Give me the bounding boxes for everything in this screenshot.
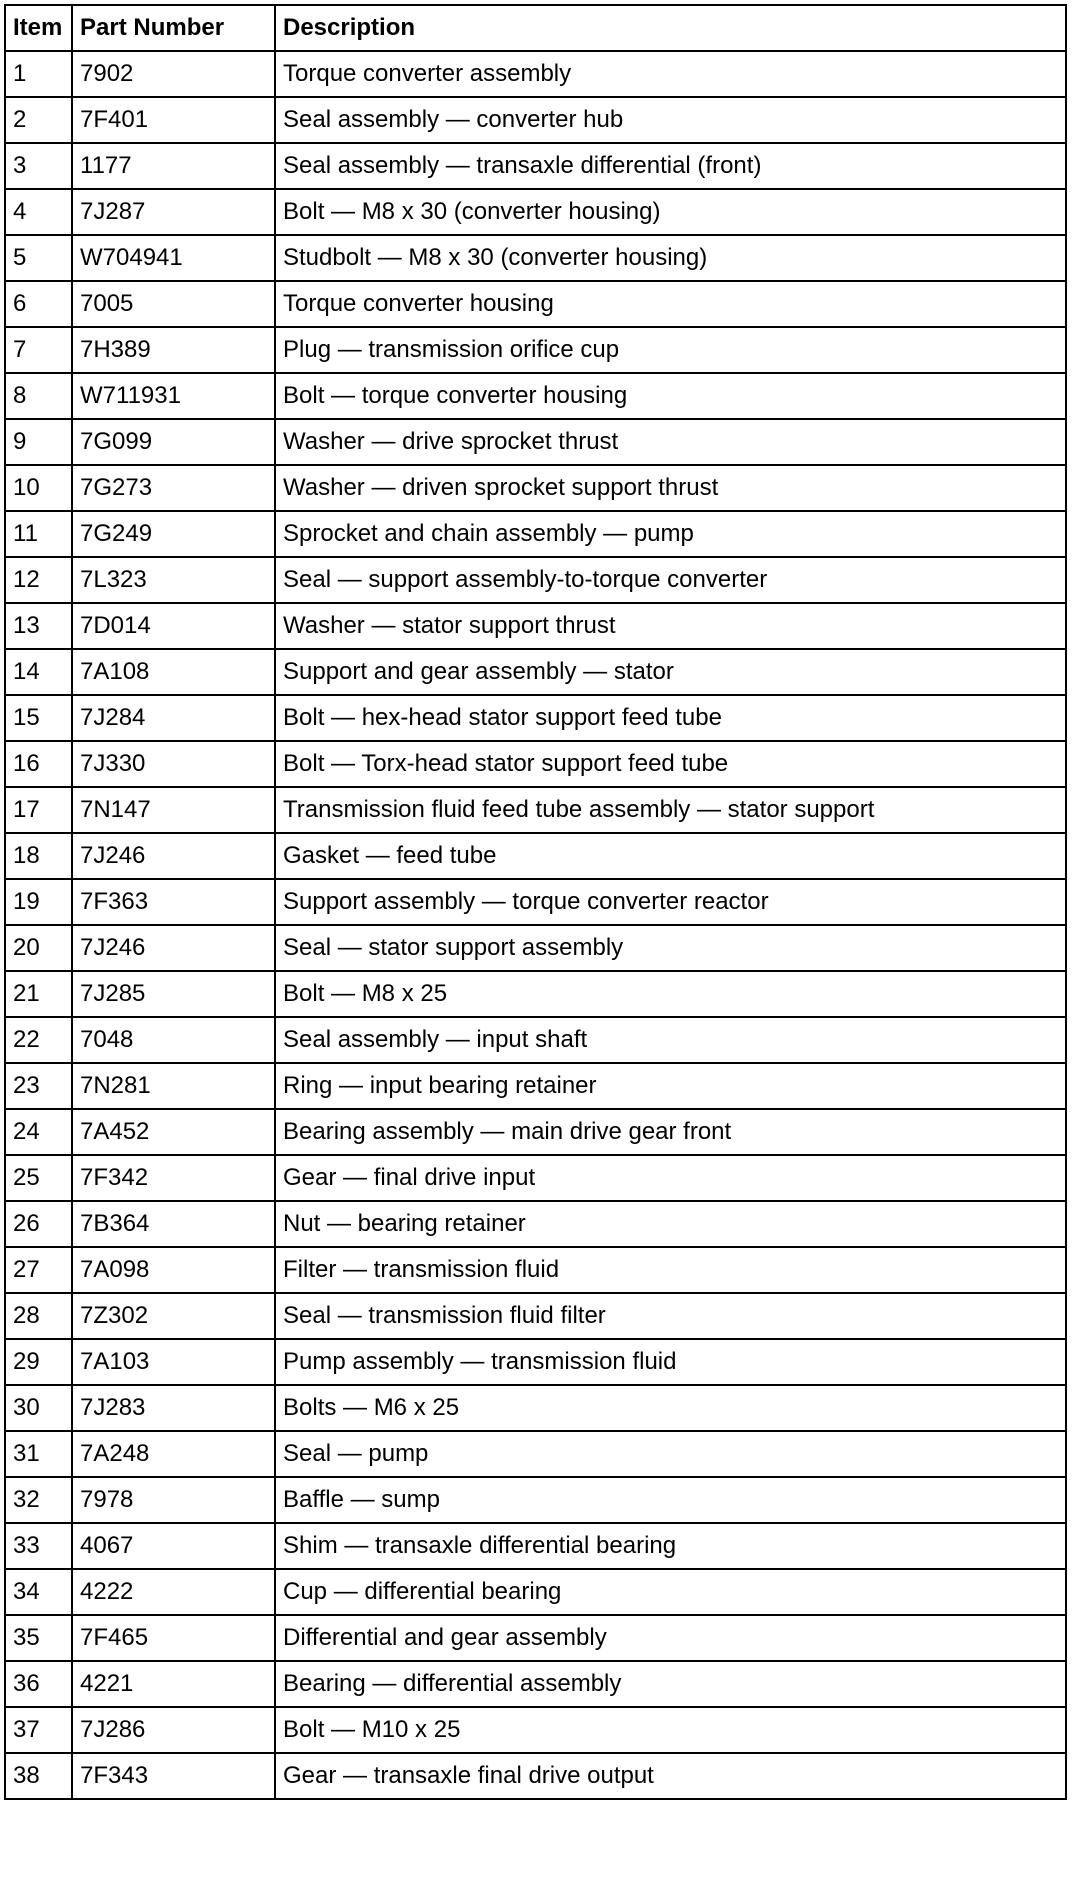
item-number-cell: 21 [5,971,72,1017]
item-number-cell: 17 [5,787,72,833]
table-row [5,1339,1066,1385]
description-cell: Bearing assembly — main drive gear front [275,1109,1066,1155]
item-number-cell: 37 [5,1707,72,1753]
table-row [5,235,1066,281]
table-row [5,557,1066,603]
item-number-cell: 36 [5,1661,72,1707]
item-number-cell: 31 [5,1431,72,1477]
item-number-cell: 24 [5,1109,72,1155]
part-number-cell: 7J284 [72,695,275,741]
description-cell: Seal assembly — transaxle differential (front) [275,143,1066,189]
part-number-cell: 7F401 [72,97,275,143]
description-cell: Baffle — sump [275,1477,1066,1523]
description-cell: Gasket — feed tube [275,833,1066,879]
parts-table [4,4,1067,1800]
description-cell: Sprocket and chain assembly — pump [275,511,1066,557]
description-cell: Differential and gear assembly [275,1615,1066,1661]
column-header-item: Item [5,5,72,51]
item-number-cell: 12 [5,557,72,603]
part-number-cell: 7J285 [72,971,275,1017]
table-row [5,1753,1066,1799]
table-row [5,1247,1066,1293]
description-cell: Washer — drive sprocket thrust [275,419,1066,465]
item-number-cell: 20 [5,925,72,971]
table-row [5,97,1066,143]
description-cell: Bolt — M10 x 25 [275,1707,1066,1753]
description-cell: Filter — transmission fluid [275,1247,1066,1293]
table-row [5,1431,1066,1477]
description-cell: Shim — transaxle differential bearing [275,1523,1066,1569]
header-row [5,5,1066,51]
part-number-cell: 7978 [72,1477,275,1523]
table-row [5,1569,1066,1615]
item-number-cell: 6 [5,281,72,327]
item-number-cell: 4 [5,189,72,235]
part-number-cell: 4222 [72,1569,275,1615]
description-cell: Seal — support assembly-to-torque converter [275,557,1066,603]
item-number-cell: 27 [5,1247,72,1293]
description-cell: Plug — transmission orifice cup [275,327,1066,373]
part-number-cell: 7F363 [72,879,275,925]
description-cell: Bolt — Torx-head stator support feed tube [275,741,1066,787]
part-number-cell: 7J287 [72,189,275,235]
table-row [5,1385,1066,1431]
description-cell: Bolt — M8 x 25 [275,971,1066,1017]
part-number-cell: 7A248 [72,1431,275,1477]
item-number-cell: 16 [5,741,72,787]
part-number-cell: 7J246 [72,925,275,971]
description-cell: Seal — pump [275,1431,1066,1477]
part-number-cell: 7A098 [72,1247,275,1293]
table-row [5,603,1066,649]
item-number-cell: 7 [5,327,72,373]
description-cell: Bolt — hex-head stator support feed tube [275,695,1066,741]
item-number-cell: 30 [5,1385,72,1431]
part-number-cell: 7B364 [72,1201,275,1247]
table-row [5,189,1066,235]
part-number-cell: 4221 [72,1661,275,1707]
table-row [5,833,1066,879]
description-cell: Seal — stator support assembly [275,925,1066,971]
description-cell: Bolts — M6 x 25 [275,1385,1066,1431]
item-number-cell: 28 [5,1293,72,1339]
table-row [5,281,1066,327]
description-cell: Support and gear assembly — stator [275,649,1066,695]
part-number-cell: 7A103 [72,1339,275,1385]
item-number-cell: 19 [5,879,72,925]
description-cell: Bearing — differential assembly [275,1661,1066,1707]
item-number-cell: 14 [5,649,72,695]
table-row [5,143,1066,189]
table-row [5,1293,1066,1339]
description-cell: Torque converter housing [275,281,1066,327]
table-row [5,465,1066,511]
table-row [5,327,1066,373]
table-row [5,695,1066,741]
column-header-part-number: Part Number [72,5,275,51]
table-row [5,925,1066,971]
description-cell: Support assembly — torque converter reactor [275,879,1066,925]
table-row [5,971,1066,1017]
description-cell: Pump assembly — transmission fluid [275,1339,1066,1385]
part-number-cell: 7L323 [72,557,275,603]
part-number-cell: 7J330 [72,741,275,787]
description-cell: Washer — driven sprocket support thrust [275,465,1066,511]
part-number-cell: W711931 [72,373,275,419]
item-number-cell: 34 [5,1569,72,1615]
description-cell: Gear — final drive input [275,1155,1066,1201]
part-number-cell: 1177 [72,143,275,189]
description-cell: Ring — input bearing retainer [275,1063,1066,1109]
part-number-cell: 7F343 [72,1753,275,1799]
table-row [5,419,1066,465]
table-row [5,1155,1066,1201]
item-number-cell: 10 [5,465,72,511]
description-cell: Torque converter assembly [275,51,1066,97]
item-number-cell: 11 [5,511,72,557]
item-number-cell: 23 [5,1063,72,1109]
table-row [5,787,1066,833]
item-number-cell: 3 [5,143,72,189]
description-cell: Gear — transaxle final drive output [275,1753,1066,1799]
description-cell: Seal assembly — converter hub [275,97,1066,143]
table-row [5,649,1066,695]
item-number-cell: 1 [5,51,72,97]
part-number-cell: 7H389 [72,327,275,373]
column-header-description: Description [275,5,1066,51]
item-number-cell: 8 [5,373,72,419]
part-number-cell: 7G273 [72,465,275,511]
table-row [5,1707,1066,1753]
part-number-cell: 7J286 [72,1707,275,1753]
item-number-cell: 38 [5,1753,72,1799]
table-row [5,1615,1066,1661]
item-number-cell: 18 [5,833,72,879]
description-cell: Cup — differential bearing [275,1569,1066,1615]
part-number-cell: 7A108 [72,649,275,695]
description-cell: Studbolt — M8 x 30 (converter housing) [275,235,1066,281]
part-number-cell: 7N281 [72,1063,275,1109]
table-row [5,1523,1066,1569]
item-number-cell: 2 [5,97,72,143]
part-number-cell: 7J283 [72,1385,275,1431]
part-number-cell: W704941 [72,235,275,281]
item-number-cell: 25 [5,1155,72,1201]
table-row [5,879,1066,925]
table-header [5,5,1066,51]
item-number-cell: 33 [5,1523,72,1569]
item-number-cell: 5 [5,235,72,281]
item-number-cell: 26 [5,1201,72,1247]
table-row [5,373,1066,419]
item-number-cell: 13 [5,603,72,649]
item-number-cell: 29 [5,1339,72,1385]
item-number-cell: 9 [5,419,72,465]
description-cell: Bolt — torque converter housing [275,373,1066,419]
table-body [5,51,1066,1799]
part-number-cell: 7N147 [72,787,275,833]
part-number-cell: 7005 [72,281,275,327]
part-number-cell: 7F342 [72,1155,275,1201]
part-number-cell: 7F465 [72,1615,275,1661]
part-number-cell: 4067 [72,1523,275,1569]
item-number-cell: 22 [5,1017,72,1063]
item-number-cell: 35 [5,1615,72,1661]
description-cell: Bolt — M8 x 30 (converter housing) [275,189,1066,235]
table-row [5,1063,1066,1109]
part-number-cell: 7G099 [72,419,275,465]
item-number-cell: 15 [5,695,72,741]
description-cell: Transmission fluid feed tube assembly — stator support [275,787,1066,833]
part-number-cell: 7G249 [72,511,275,557]
description-cell: Seal assembly — input shaft [275,1017,1066,1063]
table-row [5,1017,1066,1063]
part-number-cell: 7Z302 [72,1293,275,1339]
table-row [5,51,1066,97]
part-number-cell: 7902 [72,51,275,97]
table-row [5,1477,1066,1523]
table-row [5,1661,1066,1707]
description-cell: Washer — stator support thrust [275,603,1066,649]
description-cell: Nut — bearing retainer [275,1201,1066,1247]
part-number-cell: 7048 [72,1017,275,1063]
description-cell: Seal — transmission fluid filter [275,1293,1066,1339]
table-row [5,511,1066,557]
table-row [5,1201,1066,1247]
item-number-cell: 32 [5,1477,72,1523]
table-row [5,1109,1066,1155]
part-number-cell: 7D014 [72,603,275,649]
table-row [5,741,1066,787]
part-number-cell: 7J246 [72,833,275,879]
part-number-cell: 7A452 [72,1109,275,1155]
